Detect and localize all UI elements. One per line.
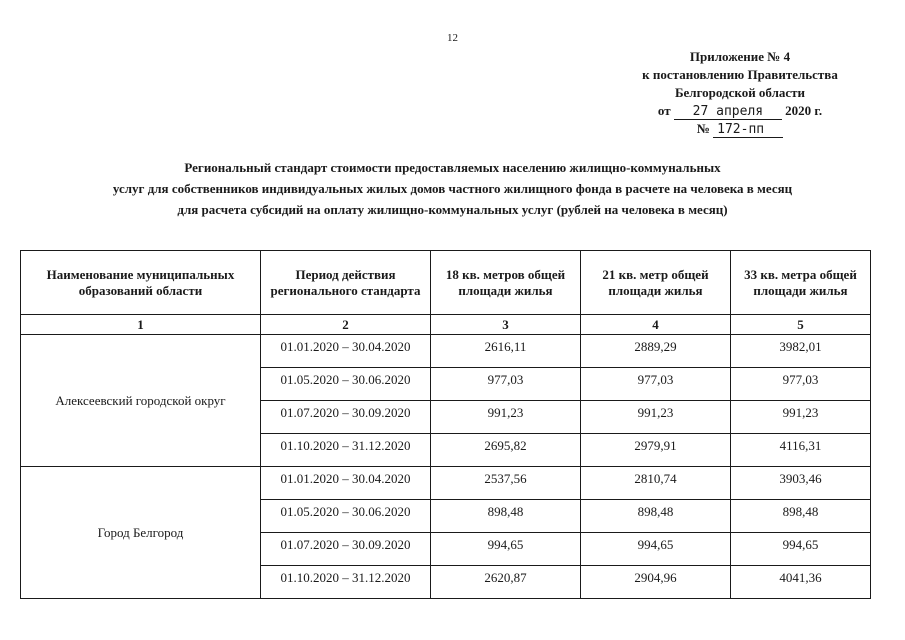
value-21m-cell: 2810,74 <box>581 467 731 500</box>
value-33m-cell: 994,65 <box>731 533 871 566</box>
value-18m-cell: 2695,82 <box>431 434 581 467</box>
appendix-number-line <box>610 120 870 138</box>
value-18m-cell: 994,65 <box>431 533 581 566</box>
header-row <box>21 251 871 315</box>
period-cell: 01.01.2020 – 30.04.2020 <box>261 467 431 500</box>
appendix-date-line <box>610 102 870 120</box>
municipality-cell: Город Белгород <box>21 467 261 599</box>
handwritten-date: 27 апреля <box>674 105 782 120</box>
value-21m-cell: 994,65 <box>581 533 731 566</box>
column-index: 4 <box>581 315 731 335</box>
period-cell: 01.10.2020 – 31.12.2020 <box>261 434 431 467</box>
value-21m-cell: 2889,29 <box>581 335 731 368</box>
value-18m-cell: 991,23 <box>431 401 581 434</box>
period-cell: 01.07.2020 – 30.09.2020 <box>261 401 431 434</box>
table-row <box>21 467 871 500</box>
date-suffix: 2020 г. <box>785 103 823 118</box>
value-33m-cell: 3903,46 <box>731 467 871 500</box>
title-line-1: Региональный стандарт стоимости предоставляемых населению жилищно-коммунальных <box>184 160 721 175</box>
title-line-2: услуг для собственников индивидуальных жилых домов частного жилищного фонда в расчете на человека в месяц <box>112 181 793 196</box>
period-cell: 01.01.2020 – 30.04.2020 <box>261 335 431 368</box>
standard-cost-table <box>20 250 871 599</box>
appendix-region: Белгородской области <box>674 85 806 100</box>
column-index: 5 <box>731 315 871 335</box>
date-prefix: от <box>657 103 671 118</box>
value-21m-cell: 977,03 <box>581 368 731 401</box>
table-row <box>21 335 871 368</box>
header-33m: 33 кв. метра общей площади жилья <box>731 251 871 315</box>
municipality-cell: Алексеевский городской округ <box>21 335 261 467</box>
title-line-3: для расчета субсидий на оплату жилищно-коммунальных услуг (рублей на человека в месяц) <box>177 202 728 217</box>
appendix-resolution: к постановлению Правительства <box>642 67 838 82</box>
value-18m-cell: 2537,56 <box>431 467 581 500</box>
header-21m: 21 кв. метр общей площади жилья <box>581 251 731 315</box>
value-33m-cell: 4116,31 <box>731 434 871 467</box>
value-21m-cell: 991,23 <box>581 401 731 434</box>
handwritten-number: 172-пп <box>713 123 783 138</box>
header-municipality: Наименование муниципальных образований области <box>21 251 261 315</box>
value-33m-cell: 977,03 <box>731 368 871 401</box>
value-21m-cell: 2979,91 <box>581 434 731 467</box>
period-cell: 01.07.2020 – 30.09.2020 <box>261 533 431 566</box>
value-21m-cell: 898,48 <box>581 500 731 533</box>
value-33m-cell: 3982,01 <box>731 335 871 368</box>
column-index: 1 <box>21 315 261 335</box>
column-index-row <box>21 315 871 335</box>
column-index: 3 <box>431 315 581 335</box>
value-33m-cell: 4041,36 <box>731 566 871 599</box>
period-cell: 01.05.2020 – 30.06.2020 <box>261 500 431 533</box>
value-18m-cell: 977,03 <box>431 368 581 401</box>
appendix-block <box>610 48 870 138</box>
value-21m-cell: 2904,96 <box>581 566 731 599</box>
appendix-title: Приложение № 4 <box>689 49 791 64</box>
page-number: 12 <box>447 32 458 44</box>
value-18m-cell: 2616,11 <box>431 335 581 368</box>
value-33m-cell: 898,48 <box>731 500 871 533</box>
value-18m-cell: 2620,87 <box>431 566 581 599</box>
value-18m-cell: 898,48 <box>431 500 581 533</box>
period-cell: 01.10.2020 – 31.12.2020 <box>261 566 431 599</box>
period-cell: 01.05.2020 – 30.06.2020 <box>261 368 431 401</box>
column-index: 2 <box>261 315 431 335</box>
document-title <box>0 157 905 220</box>
header-period: Период действия регионального стандарта <box>261 251 431 315</box>
value-33m-cell: 991,23 <box>731 401 871 434</box>
header-18m: 18 кв. метров общей площади жилья <box>431 251 581 315</box>
number-prefix: № <box>696 121 710 136</box>
